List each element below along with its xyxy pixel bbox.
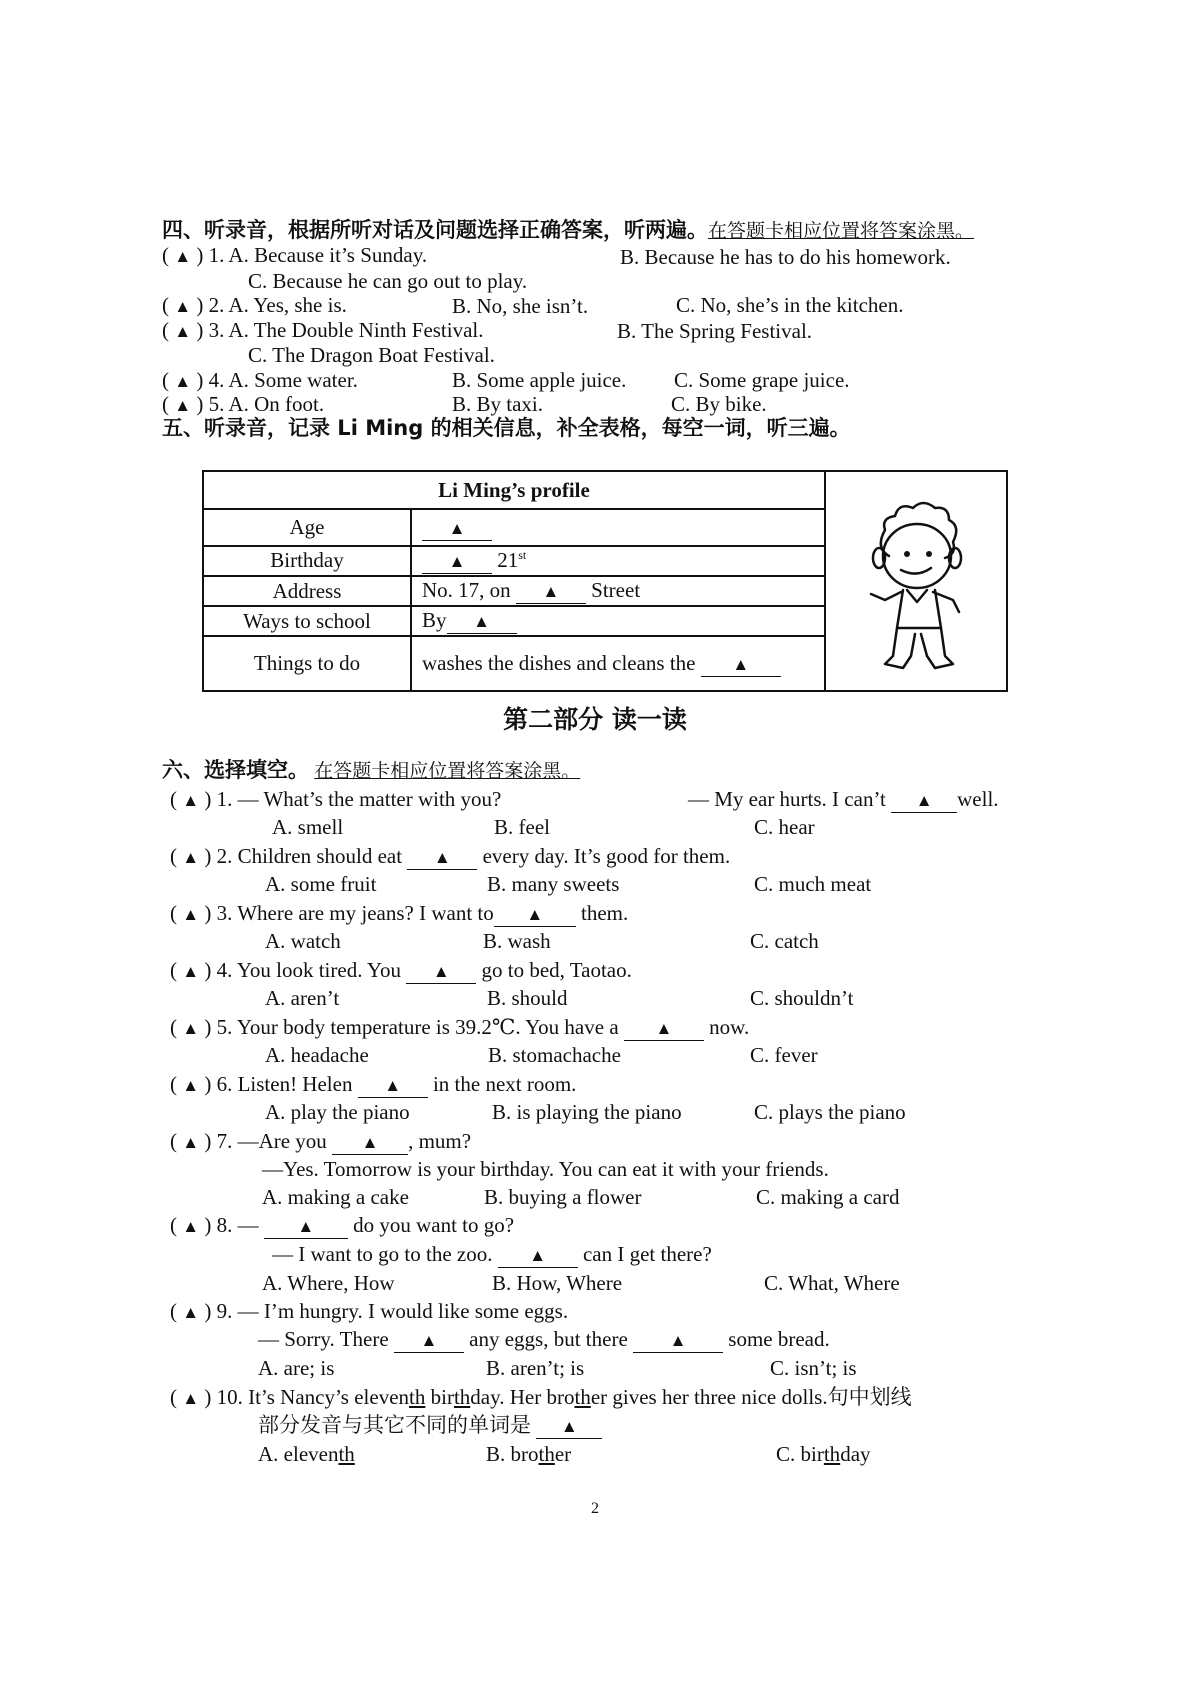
blank: ▲	[891, 788, 957, 813]
paren: (	[162, 293, 169, 317]
blank: ▲	[447, 609, 517, 634]
blank: ▲	[406, 959, 476, 984]
p6-q2-c: C. much meat	[754, 872, 872, 896]
p4-q4-c: C. Some grape juice.	[674, 368, 850, 392]
part4-note: 在答题卡相应位置将答案涂黑。	[708, 220, 975, 242]
row-value-things: washes the dishes and cleans the ▲	[411, 636, 825, 691]
ordinal-suffix: st	[518, 547, 527, 562]
q-num: 2.	[208, 293, 225, 317]
p6-q7-b: B. buying a flower	[484, 1185, 642, 1209]
row-value-address: No. 17, on ▲ Street	[411, 576, 825, 606]
p6-q8-c: C. What, Where	[764, 1271, 900, 1295]
answer-triangle: ▲	[174, 372, 192, 391]
blank: ▲	[358, 1073, 428, 1098]
answer-triangle: ▲	[182, 848, 200, 867]
answer-triangle: ▲	[174, 297, 192, 316]
p6-q3-c: C. catch	[750, 929, 819, 953]
paren: (	[162, 368, 169, 392]
row-value-age	[411, 509, 825, 545]
p4-q1-c: C. Because he can go out to play.	[248, 269, 528, 293]
paren: )	[196, 293, 204, 317]
answer-triangle: ▲	[182, 905, 200, 924]
option-a: A. Because it’s Sunday.	[228, 243, 428, 267]
boy-illustration	[825, 471, 1007, 691]
blank: ▲	[633, 1328, 723, 1353]
answer-triangle: ▲	[182, 1133, 200, 1152]
p6-q6: ( ▲ ) 6. Listen! Helen ▲ in the next room.	[170, 1071, 576, 1099]
p4-q4-b: B. Some apple juice.	[452, 368, 627, 392]
part6-note: 在答题卡相应位置将答案涂黑。	[314, 760, 581, 782]
p6-q5-c: C. fever	[750, 1043, 818, 1067]
p6-q7-a: A. making a cake	[262, 1185, 409, 1209]
paren: )	[196, 243, 204, 267]
paren: )	[196, 318, 204, 342]
p6-q9-b: B. aren’t; is	[486, 1356, 585, 1380]
p6-q9-c: C. isn’t; is	[770, 1356, 857, 1380]
p6-q10-b: B. brother	[486, 1442, 572, 1466]
blank: ▲	[394, 1328, 464, 1353]
p6-q2-b: B. many sweets	[487, 872, 620, 896]
answer-triangle: ▲	[182, 1217, 200, 1236]
p6-q4-a: A. aren’t	[265, 986, 340, 1010]
answer-triangle: ▲	[174, 396, 192, 415]
blank: ▲	[407, 845, 477, 870]
row-value-birthday	[411, 546, 825, 576]
p4-q3-c: C. The Dragon Boat Festival.	[248, 343, 495, 367]
p6-q9-line2: — Sorry. There ▲ any eggs, but there ▲ some bread.	[258, 1327, 830, 1351]
blank: ▲	[494, 902, 576, 927]
option-a: A. Yes, she is.	[228, 293, 347, 317]
q-num: 5.	[208, 392, 225, 416]
p6-q4-b: B. should	[487, 986, 568, 1010]
p6-q6-c: C. plays the piano	[754, 1100, 906, 1124]
part4-heading	[162, 217, 974, 244]
q-num: 1.	[208, 243, 225, 267]
blank: ▲	[422, 549, 492, 574]
blank: ▲	[264, 1214, 348, 1239]
p6-q7-c: C. making a card	[756, 1185, 900, 1209]
profile-table	[202, 470, 1008, 692]
answer-triangle: ▲	[174, 247, 192, 266]
p4-q5-b: B. By taxi.	[452, 392, 544, 416]
p6-q5-b: B. stomachache	[488, 1043, 621, 1067]
p4-q2	[162, 292, 347, 320]
paren: )	[196, 368, 204, 392]
p6-q4-c: C. shouldn’t	[750, 986, 854, 1010]
p6-q1-a: A. smell	[272, 815, 344, 839]
section2-title: 第二部分 读一读	[503, 705, 687, 734]
birthday-day: 21	[497, 547, 519, 572]
answer-triangle: ▲	[182, 1389, 200, 1408]
blank: ▲	[332, 1130, 408, 1155]
option-a: A. Some water.	[228, 368, 358, 392]
p6-q3: ( ▲ ) 3. Where are my jeans? I want to ▲ them.	[170, 900, 628, 928]
p6-q1-reply: — My ear hurts. I can’t ▲ well.	[688, 787, 999, 811]
q-num: 3.	[208, 318, 225, 342]
p6-q9-a: A. are; is	[258, 1356, 335, 1380]
p6-q1-b: B. feel	[494, 815, 550, 839]
row-label-address: Address	[203, 576, 411, 606]
row-label-things: Things to do	[203, 636, 411, 691]
p6-q4: ( ▲ ) 4. You look tired. You ▲ go to bed, Taotao.	[170, 957, 632, 985]
blank: ▲	[536, 1414, 602, 1439]
paren: (	[162, 243, 169, 267]
option-a: A. On foot.	[228, 392, 325, 416]
part5-title: 五、听录音，记录 Li Ming 的相关信息，补全表格，每空一词，听三遍。	[162, 416, 851, 440]
p6-q5: ( ▲ ) 5. Your body temperature is 39.2℃. You have a ▲ now.	[170, 1014, 749, 1042]
row-label-birthday: Birthday	[203, 546, 411, 576]
p6-q5-a: A. headache	[265, 1043, 369, 1067]
answer-triangle: ▲	[182, 1019, 200, 1038]
option-a: A. The Double Ninth Festival.	[228, 318, 484, 342]
p6-q8-a: A. Where, How	[262, 1271, 395, 1295]
blank: ▲	[624, 1016, 704, 1041]
part6-title: 六、选择填空。	[162, 758, 309, 782]
row-label-ways: Ways to school	[203, 606, 411, 636]
p6-q2: ( ▲ ) 2. Children should eat ▲ every day. It’s good for them.	[170, 843, 730, 871]
answer-triangle: ▲	[182, 791, 200, 810]
p4-q1	[162, 242, 427, 270]
p6-q10-line2: 部分发音与其它不同的单词是 ▲	[258, 1412, 602, 1439]
p4-q2-c: C. No, she’s in the kitchen.	[676, 293, 904, 317]
part4-title: 四、听录音，根据所听对话及问题选择正确答案，听两遍。	[162, 218, 708, 242]
p6-q7: ( ▲ ) 7. —Are you ▲ , mum?	[170, 1128, 471, 1156]
p4-q3-b: B. The Spring Festival.	[617, 319, 813, 343]
p6-q10-a: A. eleventh	[258, 1442, 355, 1466]
p6-q8: ( ▲ ) 8. — ▲ do you want to go?	[170, 1212, 514, 1240]
paren: )	[196, 392, 204, 416]
part6-heading	[162, 757, 580, 784]
answer-triangle: ▲	[182, 1303, 200, 1322]
boy-cartoon-icon	[841, 478, 991, 678]
page-number: 2	[591, 1500, 599, 1517]
q-num: 4.	[208, 368, 225, 392]
answer-triangle: ▲	[174, 322, 192, 341]
answer-triangle: ▲	[182, 962, 200, 981]
p6-q8-line2: — I want to go to the zoo. ▲ can I get there?	[272, 1242, 712, 1266]
p6-q9: ( ▲ ) 9. — I’m hungry. I would like some eggs.	[170, 1298, 568, 1326]
p6-q1-c: C. hear	[754, 815, 815, 839]
p6-q6-b: B. is playing the piano	[492, 1100, 682, 1124]
p4-q5-c: C. By bike.	[671, 392, 767, 416]
p6-q3-b: B. wash	[483, 929, 551, 953]
blank: ▲	[498, 1243, 578, 1268]
profile-table-title: Li Ming’s profile	[203, 471, 825, 509]
p6-q7-line2: —Yes. Tomorrow is your birthday. You can eat it with your friends.	[262, 1157, 829, 1181]
answer-triangle: ▲	[182, 1076, 200, 1095]
p6-q6-a: A. play the piano	[265, 1100, 410, 1124]
paren: (	[162, 318, 169, 342]
blank: ▲	[516, 579, 586, 604]
p6-q1: ( ▲ ) 1. — What’s the matter with you?	[170, 786, 501, 814]
p4-q2-b: B. No, she isn’t.	[452, 294, 589, 318]
row-value-ways: By ▲	[411, 606, 825, 636]
blank: ▲	[422, 516, 492, 541]
row-label-age: Age	[203, 509, 411, 545]
p4-q3	[162, 317, 484, 345]
blank: ▲	[701, 652, 781, 677]
p6-q10-c: C. birthday	[776, 1442, 871, 1466]
p6-q10: ( ▲ ) 10. It’s Nancy’s eleventh birthday. Her brother gives her three nice dolls.句中划线	[170, 1384, 912, 1412]
p6-q2-a: A. some fruit	[265, 872, 377, 896]
p6-q8-b: B. How, Where	[492, 1271, 623, 1295]
p6-q3-a: A. watch	[265, 929, 341, 953]
p4-q1-b: B. Because he has to do his homework.	[620, 245, 951, 269]
paren: (	[162, 392, 169, 416]
